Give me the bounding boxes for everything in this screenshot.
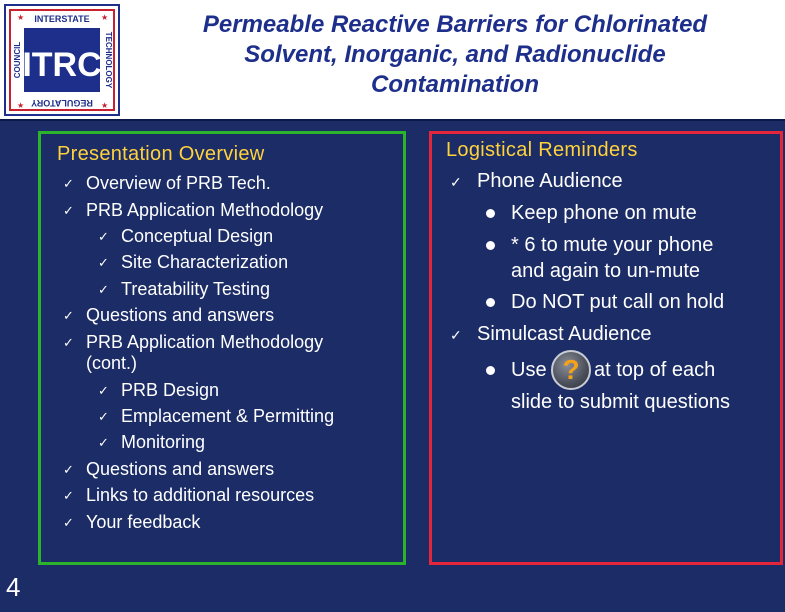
overview-item: Overview of PRB Tech. [86, 173, 271, 193]
title-line: Permeable Reactive Barriers for Chlorinated [202, 11, 708, 38]
svg-text:★: ★ [17, 101, 25, 110]
overview-subitem: Site Characterization [121, 252, 289, 272]
overview-subitem: Conceptual Design [121, 226, 274, 246]
checkmark-icon: ✓ [63, 203, 74, 218]
checkmark-icon: ✓ [98, 435, 109, 450]
overview-subitem: Monitoring [121, 432, 206, 452]
logo-ring-left: COUNCIL [13, 41, 22, 79]
slide-title [140, 10, 770, 100]
question-icon: ? [551, 350, 591, 390]
checkmark-icon: ✓ [63, 488, 74, 503]
checkmark-icon: ✓ [63, 176, 74, 191]
overview-item: Your feedback [86, 512, 201, 532]
phone-reminder: Keep phone on mute [511, 202, 697, 224]
title-line: Contamination [371, 71, 539, 98]
header-banner [0, 0, 785, 121]
reminders-heading: Logistical Reminders [446, 139, 638, 161]
bullet-icon [486, 298, 495, 307]
logo-ring-top: INTERSTATE [34, 14, 90, 24]
phone-reminder: * 6 to mute your phone [511, 234, 714, 256]
phone-reminder-continued: and again to un-mute [511, 260, 701, 282]
overview-subitem: PRB Design [121, 380, 220, 400]
logo-ring-right: TECHNOLOGY [104, 31, 113, 89]
simulcast-audience-label: Simulcast Audience [477, 323, 652, 345]
overview-heading: Presentation Overview [57, 143, 265, 165]
overview-item: Questions and answers [86, 305, 275, 325]
checkmark-icon: ✓ [98, 229, 109, 244]
title-line: Solvent, Inorganic, and Radionuclide [244, 41, 666, 68]
overview-item-continued: (cont.) [86, 353, 138, 373]
simulcast-line2: slide to submit questions [511, 391, 731, 413]
svg-text:★: ★ [101, 13, 109, 22]
checkmark-icon: ✓ [98, 409, 109, 424]
simulcast-rest-text: at top of each [594, 359, 716, 381]
logo-letters: ITRC [22, 46, 102, 84]
overview-subitem: Treatability Testing [121, 279, 271, 299]
checkmark-icon: ✓ [98, 255, 109, 270]
checkmark-icon: ✓ [63, 515, 74, 530]
checkmark-icon: ✓ [63, 308, 74, 323]
bullet-icon [486, 366, 495, 375]
reminders-box [429, 131, 783, 565]
checkmark-icon: ✓ [98, 383, 109, 398]
simulcast-use-text: Use [511, 359, 547, 381]
overview-item: PRB Application Methodology [86, 200, 324, 220]
checkmark-icon: ✓ [98, 282, 109, 297]
checkmark-icon: ✓ [63, 462, 74, 477]
itrc-logo [4, 4, 120, 116]
bullet-icon [486, 241, 495, 250]
overview-item: PRB Application Methodology [86, 332, 324, 352]
svg-text:★: ★ [17, 13, 25, 22]
logo-ring-bottom: REGULATORY [31, 98, 93, 108]
checkmark-icon: ✓ [450, 327, 462, 343]
overview-item: Questions and answers [86, 459, 275, 479]
checkmark-icon: ✓ [63, 335, 74, 350]
page-number: 4 [6, 572, 21, 602]
phone-audience-label: Phone Audience [477, 170, 623, 192]
svg-text:★: ★ [101, 101, 109, 110]
overview-item: Links to additional resources [86, 485, 315, 505]
bullet-icon [486, 209, 495, 218]
overview-subitem: Emplacement & Permitting [121, 406, 335, 426]
phone-reminder: Do NOT put call on hold [511, 291, 725, 313]
checkmark-icon: ✓ [450, 174, 462, 190]
